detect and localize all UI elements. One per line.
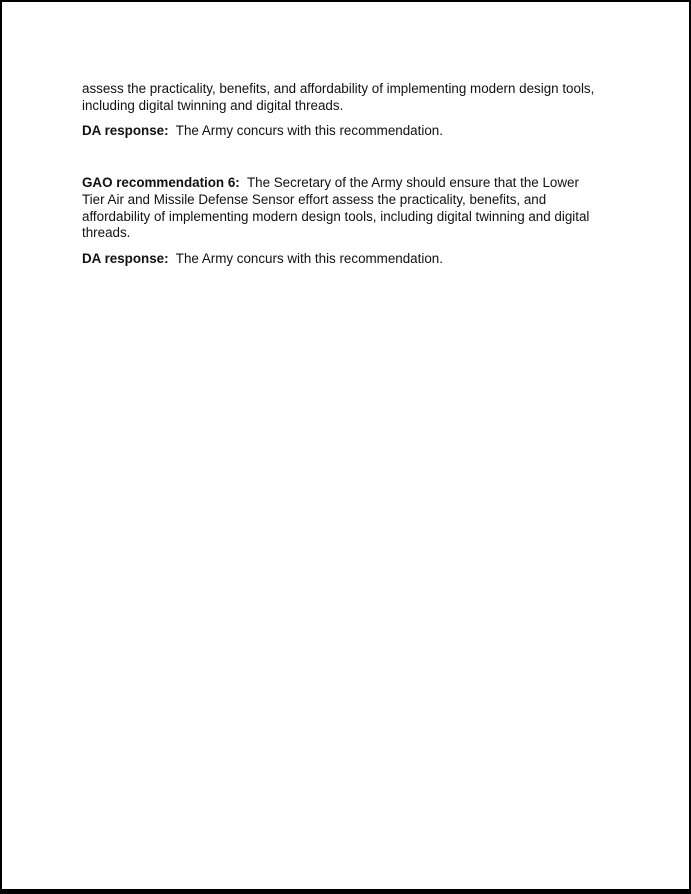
da-response-paragraph bbox=[82, 123, 601, 140]
paragraph-text: assess the practicality, benefits, and affordability of implementing modern design tools, including digital twinning and digital threads. bbox=[82, 81, 599, 113]
da-response-label: DA response: bbox=[82, 123, 169, 139]
da-response-paragraph bbox=[82, 251, 601, 268]
recommendation-continuation-paragraph bbox=[82, 81, 601, 114]
gao-recommendation-6-paragraph bbox=[82, 175, 601, 242]
da-response-label: DA response: bbox=[82, 250, 169, 266]
gao-recommendation-6-text: The Secretary of the Army should ensure that the Lower Tier Air and Missile Defense Sensor effort assess the practicality, benefits, and affordability of implementing modern design tools, including digital twinning and digital threads. bbox=[82, 175, 594, 241]
gao-recommendation-6-label: GAO recommendation 6: bbox=[82, 175, 240, 191]
da-response-text: The Army concurs with this recommendation. bbox=[168, 123, 443, 139]
page-text-block bbox=[82, 81, 601, 277]
da-response-text: The Army concurs with this recommendation. bbox=[168, 250, 443, 266]
